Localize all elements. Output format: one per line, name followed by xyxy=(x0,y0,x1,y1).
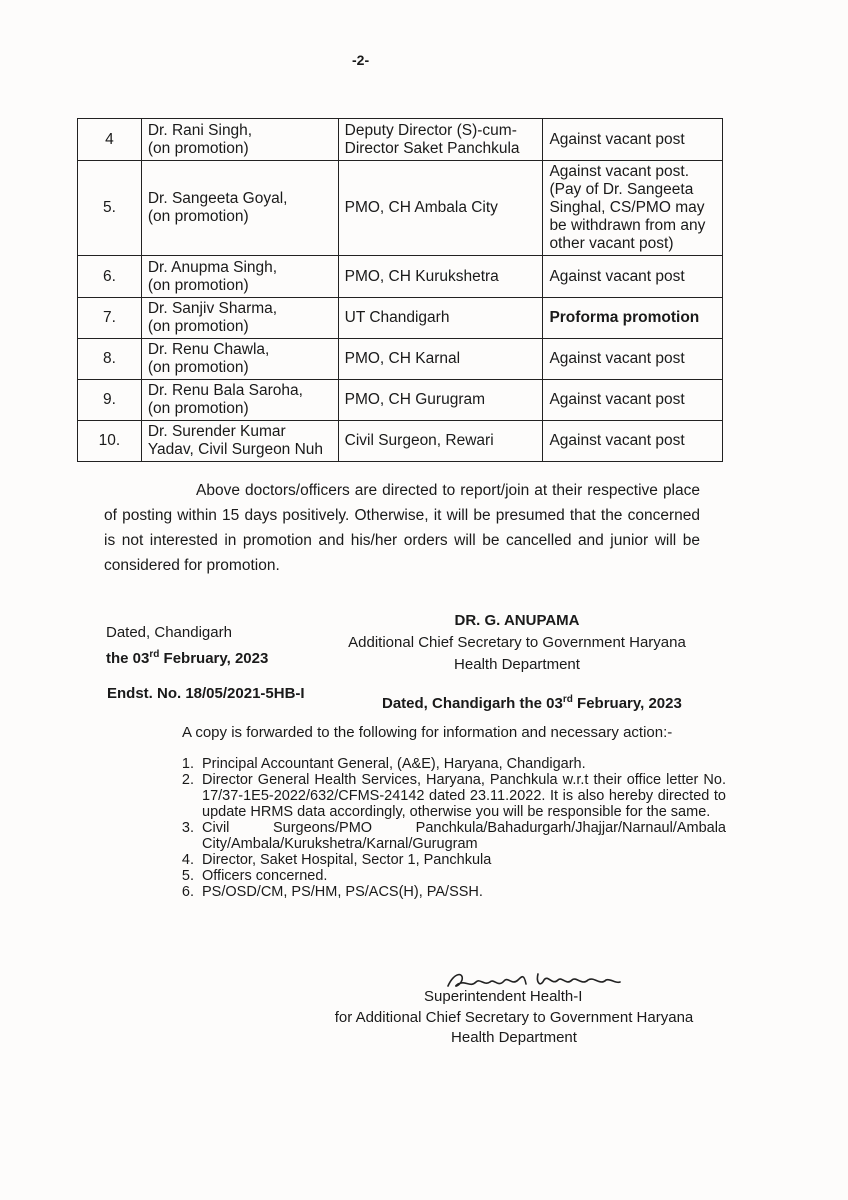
list-item: 3. Civil Surgeons/PMO Panchkula/Bahadurgarh/Jhajjar/Narnaul/Ambala City/Ambala/Kurukshetra/Karnal/Gurugram xyxy=(198,820,726,852)
directive-text: Above doctors/officers are directed to report/join at their respective place of posting within 15 days positively. Otherwise, it will be presumed that the concerned is not interested in promotion and his/her orders will be cancelled and junior will be considered for promotion. xyxy=(104,482,700,574)
endorsement-number: Endst. No. 18/05/2021-5HB-I xyxy=(107,685,305,702)
remarks-cell xyxy=(543,298,723,339)
officer-name-line: Dr. Renu Chawla, xyxy=(147,341,270,358)
table-row xyxy=(78,421,723,462)
serial-number-cell: 7. xyxy=(78,298,142,339)
officer-name-line: Dr. Rani Singh, xyxy=(147,121,253,139)
posting-line: Deputy Director (S)-cum- xyxy=(344,121,517,139)
endorsement-date-sup: rd xyxy=(562,694,573,705)
officer-name-line: Dr. Sangeeta Goyal, xyxy=(147,190,288,207)
table-row xyxy=(78,298,723,339)
officer-name-cell xyxy=(141,298,338,339)
posting-cell xyxy=(338,161,543,256)
officer-name-line: Dr. Surender Kumar xyxy=(147,423,286,440)
order-date-prefix: the 03 xyxy=(106,650,150,667)
officer-name-line: (on promotion) xyxy=(147,318,249,335)
officer-name-line: (on promotion) xyxy=(147,208,249,225)
officer-name-cell xyxy=(141,256,338,298)
signatory-name: DR. G. ANUPAMA xyxy=(454,612,580,629)
posting-line: Civil Surgeon, Rewari xyxy=(344,432,494,449)
remarks-cell xyxy=(543,119,723,161)
remarks-line: (Pay of Dr. Sangeeta xyxy=(549,181,694,198)
remarks-line: Against vacant post xyxy=(549,267,685,285)
officer-name-line: (on promotion) xyxy=(147,276,249,294)
directive-paragraph xyxy=(104,478,700,578)
list-item: 2. Director General Health Services, Haryana, Panchkula w.r.t their office letter No. 17/37-1E5-2022/632/CFMS-24142 dated 23.11.2022. It is also hereby directed to update HRMS data accordingly, otherwise you will be responsible for the same. xyxy=(198,772,726,820)
remarks-line: Singhal, CS/PMO may xyxy=(549,199,705,216)
posting-cell xyxy=(338,339,543,380)
serial-number-cell: 9. xyxy=(78,380,142,421)
serial-number-cell: 5. xyxy=(78,161,142,256)
posting-cell xyxy=(338,380,543,421)
posting-line: PMO, CH Karnal xyxy=(344,350,461,367)
order-date-place: Dated, Chandigarh xyxy=(106,624,232,641)
table-row xyxy=(78,119,723,161)
list-item: 1. Principal Accountant General, (A&E), Haryana, Chandigarh. xyxy=(198,756,726,772)
remarks-line: Against vacant post xyxy=(549,432,685,449)
list-item: 4. Director, Saket Hospital, Sector 1, Panchkula xyxy=(198,852,726,868)
officer-name-line: (on promotion) xyxy=(147,139,249,157)
posting-cell xyxy=(338,256,543,298)
endorsement-date-prefix: Dated, Chandigarh the 03 xyxy=(382,695,563,712)
remarks-line: Against vacant post. xyxy=(549,163,690,180)
remarks-line: other vacant post) xyxy=(549,235,674,252)
posting-cell xyxy=(338,421,543,462)
officer-name-line: (on promotion) xyxy=(147,359,249,376)
officer-name-line: Yadav, Civil Surgeon Nuh xyxy=(147,441,324,458)
remarks-cell xyxy=(543,421,723,462)
serial-number-cell: 6. xyxy=(78,256,142,298)
remarks-line: Against vacant post xyxy=(549,350,685,367)
serial-number-cell: 10. xyxy=(78,421,142,462)
table-row xyxy=(78,256,723,298)
posting-table xyxy=(77,118,723,462)
table-row xyxy=(78,161,723,256)
list-item: 5. Officers concerned. xyxy=(198,868,726,884)
remarks-cell xyxy=(543,380,723,421)
posting-line: PMO, CH Ambala City xyxy=(344,199,498,216)
officer-name-line: Dr. Renu Bala Saroha, xyxy=(147,382,303,399)
closing-block xyxy=(326,1008,702,1048)
closing-department: Health Department xyxy=(451,1029,577,1046)
remarks-cell xyxy=(543,161,723,256)
officer-name-cell xyxy=(141,421,338,462)
order-date-block xyxy=(106,622,268,670)
posting-line: UT Chandigarh xyxy=(344,309,450,326)
remarks-line: be withdrawn from any xyxy=(549,217,706,234)
recipient-list xyxy=(172,756,726,900)
posting-line: Director Saket Panchkula xyxy=(344,139,520,157)
signatory-department: Health Department xyxy=(454,656,580,673)
posting-line: PMO, CH Gurugram xyxy=(344,391,486,408)
remarks-line: Against vacant post xyxy=(549,130,685,148)
remarks-line: Proforma promotion xyxy=(549,309,700,326)
officer-name-cell xyxy=(141,339,338,380)
order-date-suffix: February, 2023 xyxy=(159,650,269,667)
copy-intro: A copy is forwarded to the following for information and necessary action:- xyxy=(182,724,673,741)
posting-line: PMO, CH Kurukshetra xyxy=(344,267,499,285)
serial-number-cell: 4 xyxy=(78,119,142,161)
officer-name-line: Dr. Anupma Singh, xyxy=(147,258,278,276)
officer-name-cell xyxy=(141,161,338,256)
table-row xyxy=(78,339,723,380)
table-row xyxy=(78,380,723,421)
order-date xyxy=(106,644,268,670)
signatory-title: Additional Chief Secretary to Government Haryana xyxy=(348,634,686,651)
officer-name-line: Dr. Sanjiv Sharma, xyxy=(147,300,278,317)
endorsement-date-suffix: February, 2023 xyxy=(572,695,682,712)
order-date-sup: rd xyxy=(149,649,160,660)
posting-cell xyxy=(338,298,543,339)
officer-name-cell xyxy=(141,119,338,161)
closing-designation: Superintendent Health-I xyxy=(424,988,583,1005)
remarks-cell xyxy=(543,339,723,380)
closing-for-line: for Additional Chief Secretary to Government Haryana xyxy=(334,1009,694,1026)
serial-number-cell: 8. xyxy=(78,339,142,380)
endorsement-date xyxy=(382,694,682,712)
signatory-block xyxy=(332,610,702,676)
page-number: -2- xyxy=(352,52,370,68)
posting-cell xyxy=(338,119,543,161)
remarks-cell xyxy=(543,256,723,298)
remarks-line: Against vacant post xyxy=(549,391,685,408)
officer-name-line: (on promotion) xyxy=(147,400,249,417)
officer-name-cell xyxy=(141,380,338,421)
list-item: 6. PS/OSD/CM, PS/HM, PS/ACS(H), PA/SSH. xyxy=(198,884,726,900)
